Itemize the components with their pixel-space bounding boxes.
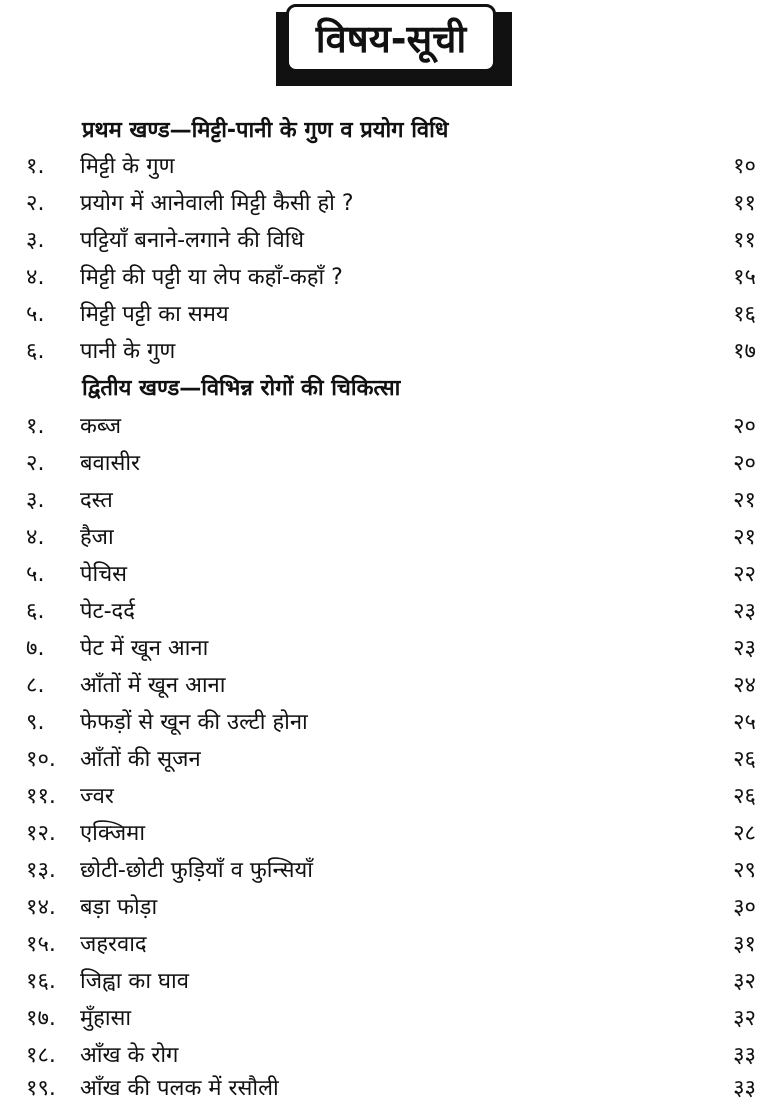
entry-page: २६ bbox=[733, 747, 756, 772]
entry-number: १८. bbox=[26, 1043, 56, 1068]
entry-title: प्रयोग में आनेवाली मिट्टी कैसी हो ? bbox=[80, 191, 354, 216]
entry-number: २. bbox=[26, 451, 45, 476]
toc-entry bbox=[26, 521, 756, 557]
entry-number: ४. bbox=[26, 265, 45, 290]
entry-title: एक्जिमा bbox=[80, 821, 146, 846]
entry-title: बवासीर bbox=[80, 451, 141, 476]
toc-entry bbox=[26, 817, 756, 853]
entry-number: १६. bbox=[26, 969, 56, 994]
entry-number: १५. bbox=[26, 932, 56, 957]
entry-number: ६. bbox=[26, 599, 45, 624]
entry-page: ११ bbox=[733, 228, 756, 253]
entry-title: फेफड़ों से खून की उल्टी होना bbox=[80, 710, 308, 735]
entry-number: १०. bbox=[26, 747, 56, 772]
entry-number: ५. bbox=[26, 562, 45, 587]
entry-number: १९. bbox=[26, 1076, 56, 1101]
toc-entry bbox=[26, 632, 756, 668]
entry-page: २० bbox=[733, 414, 756, 439]
entry-page: २५ bbox=[733, 710, 756, 735]
toc-entry bbox=[26, 150, 756, 186]
toc-entry bbox=[26, 595, 756, 631]
entry-number: १. bbox=[26, 154, 45, 179]
entry-number: १. bbox=[26, 414, 45, 439]
entry-title: आँख की पलक में रसौली bbox=[80, 1076, 279, 1101]
entry-page: २८ bbox=[733, 821, 756, 846]
entry-title: कब्ज bbox=[80, 414, 122, 439]
entry-title: जिह्वा का घाव bbox=[80, 969, 189, 994]
toc-entry bbox=[26, 965, 756, 1001]
entry-page: १० bbox=[733, 154, 756, 179]
toc-entry bbox=[26, 706, 756, 742]
entry-page: २४ bbox=[733, 673, 756, 698]
section-heading-2: द्वितीय खण्ड—विभिन्न रोगों की चिकित्सा bbox=[82, 376, 401, 401]
toc-entry bbox=[26, 669, 756, 705]
entry-number: ३. bbox=[26, 228, 45, 253]
entry-number: २. bbox=[26, 191, 45, 216]
entry-page: ३१ bbox=[733, 932, 756, 957]
entry-title: बड़ा फोड़ा bbox=[80, 895, 158, 920]
entry-number: १२. bbox=[26, 821, 56, 846]
entry-page: २३ bbox=[733, 599, 756, 624]
toc-entry bbox=[26, 335, 756, 371]
toc-entry bbox=[26, 891, 756, 927]
toc-entry bbox=[26, 410, 756, 446]
entry-page: २६ bbox=[733, 784, 756, 809]
entry-title: आँख के रोग bbox=[80, 1043, 179, 1068]
entry-title: मिट्टी पट्टी का समय bbox=[80, 302, 229, 327]
entry-title: पेचिस bbox=[80, 562, 128, 587]
title-frame bbox=[270, 4, 514, 88]
entry-page: ११ bbox=[733, 191, 756, 216]
entry-page: ३२ bbox=[733, 969, 756, 994]
entry-page: २९ bbox=[733, 858, 756, 883]
entry-page: २१ bbox=[733, 488, 756, 513]
toc-entry bbox=[26, 928, 756, 964]
toc-entry bbox=[26, 224, 756, 260]
entry-number: ४. bbox=[26, 525, 45, 550]
entry-title: मिट्टी की पट्टी या लेप कहाँ-कहाँ ? bbox=[80, 265, 343, 290]
toc-entry bbox=[26, 447, 756, 483]
entry-number: ७. bbox=[26, 636, 45, 661]
entry-title: मुँहासा bbox=[80, 1006, 132, 1031]
toc-entry bbox=[26, 261, 756, 297]
entry-number: ५. bbox=[26, 302, 45, 327]
entry-title: मिट्टी के गुण bbox=[80, 154, 175, 179]
entry-number: १४. bbox=[26, 895, 56, 920]
entry-number: ३. bbox=[26, 488, 45, 513]
entry-title: हैजा bbox=[80, 525, 114, 550]
title-box bbox=[286, 4, 496, 72]
section-heading-1: प्रथम खण्ड—मिट्टी-पानी के गुण व प्रयोग विधि bbox=[82, 118, 449, 143]
entry-number: १७. bbox=[26, 1006, 56, 1031]
entry-page: ३३ bbox=[733, 1076, 756, 1101]
entry-title: ज्वर bbox=[80, 784, 114, 809]
toc-entry bbox=[26, 484, 756, 520]
entry-title: पानी के गुण bbox=[80, 339, 176, 364]
toc-entry bbox=[26, 780, 756, 816]
entry-title: आँतों की सूजन bbox=[80, 747, 201, 772]
toc-entry bbox=[26, 743, 756, 779]
entry-page: ३३ bbox=[733, 1043, 756, 1068]
entry-number: ९. bbox=[26, 710, 45, 735]
entry-page: ३२ bbox=[733, 1006, 756, 1031]
entry-page: ३० bbox=[733, 895, 756, 920]
entry-page: १६ bbox=[733, 302, 756, 327]
page-title: विषय-सूची bbox=[315, 17, 467, 61]
toc-entry bbox=[26, 1039, 756, 1075]
entry-title: आँतों में खून आना bbox=[80, 673, 226, 698]
entry-title: पेट-दर्द bbox=[80, 599, 135, 624]
entry-page: १७ bbox=[733, 339, 756, 364]
toc-entry bbox=[26, 1072, 756, 1108]
entry-number: ११. bbox=[26, 784, 56, 809]
entry-number: ८. bbox=[26, 673, 45, 698]
entry-title: पेट में खून आना bbox=[80, 636, 209, 661]
toc-entry bbox=[26, 298, 756, 334]
entry-page: १५ bbox=[733, 265, 756, 290]
entry-page: २१ bbox=[733, 525, 756, 550]
entry-page: २० bbox=[733, 451, 756, 476]
toc-entry bbox=[26, 187, 756, 223]
entry-title: पट्टियाँ बनाने-लगाने की विधि bbox=[80, 228, 304, 253]
entry-title: दस्त bbox=[80, 488, 113, 513]
toc-entry bbox=[26, 558, 756, 594]
entry-number: १३. bbox=[26, 858, 56, 883]
entry-title: छोटी-छोटी फुड़ियाँ व फुन्सियाँ bbox=[80, 858, 313, 883]
entry-title: जहरवाद bbox=[80, 932, 147, 957]
entry-number: ६. bbox=[26, 339, 45, 364]
toc-entry bbox=[26, 1002, 756, 1038]
entry-page: २२ bbox=[733, 562, 756, 587]
entry-page: २३ bbox=[733, 636, 756, 661]
toc-entry bbox=[26, 854, 756, 890]
